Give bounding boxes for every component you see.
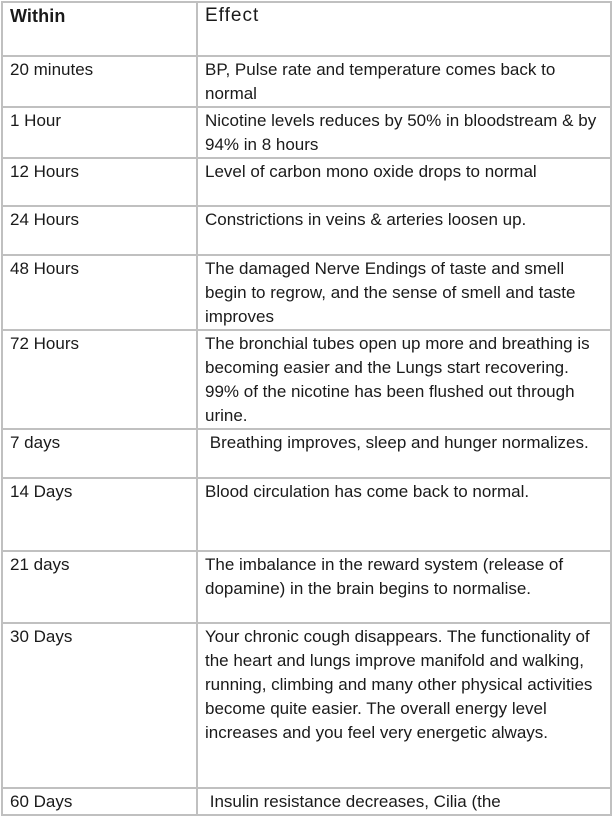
table-row — [2, 551, 611, 623]
cell-effect: The bronchial tubes open up more and breathing is becoming easier and the Lungs start recovering. 99% of the nicotine has been flushed out through urine. — [197, 330, 611, 429]
cell-effect: Level of carbon mono oxide drops to normal — [197, 158, 611, 206]
table-row — [2, 330, 611, 429]
cell-within: 1 Hour — [2, 107, 197, 158]
table-header-row — [2, 2, 611, 56]
cell-within: 7 days — [2, 429, 197, 478]
table-row — [2, 623, 611, 788]
quit-smoking-effects-table — [1, 1, 612, 816]
cell-within: 60 Days — [2, 788, 197, 815]
table-row — [2, 107, 611, 158]
table-row — [2, 206, 611, 255]
cell-effect: Nicotine levels reduces by 50% in bloodstream & by 94% in 8 hours — [197, 107, 611, 158]
table-row — [2, 788, 611, 815]
cell-within: 14 Days — [2, 478, 197, 551]
cell-effect: Blood circulation has come back to normal. — [197, 478, 611, 551]
cell-within: 72 Hours — [2, 330, 197, 429]
header-effect: Effect — [197, 2, 611, 56]
cell-effect: Your chronic cough disappears. The functionality of the heart and lungs improve manifold and walking, running, climbing and many other physical activities become quite easier. The overall energy level increases and you feel very energetic always. — [197, 623, 611, 788]
cell-effect: Constrictions in veins & arteries loosen up. — [197, 206, 611, 255]
cell-within: 20 minutes — [2, 56, 197, 107]
header-within: Within — [2, 2, 197, 56]
table-row — [2, 158, 611, 206]
cell-effect: The imbalance in the reward system (release of dopamine) in the brain begins to normalise. — [197, 551, 611, 623]
table-row — [2, 478, 611, 551]
cell-within: 21 days — [2, 551, 197, 623]
cell-within: 48 Hours — [2, 255, 197, 330]
cell-effect: Insulin resistance decreases, Cilia (the — [197, 788, 611, 815]
cell-within: 30 Days — [2, 623, 197, 788]
cell-effect: The damaged Nerve Endings of taste and smell begin to regrow, and the sense of smell and taste improves — [197, 255, 611, 330]
table-row — [2, 429, 611, 478]
cell-effect: Breathing improves, sleep and hunger normalizes. — [197, 429, 611, 478]
table-row — [2, 56, 611, 107]
cell-within: 24 Hours — [2, 206, 197, 255]
cell-effect: BP, Pulse rate and temperature comes back to normal — [197, 56, 611, 107]
table-row — [2, 255, 611, 330]
cell-within: 12 Hours — [2, 158, 197, 206]
